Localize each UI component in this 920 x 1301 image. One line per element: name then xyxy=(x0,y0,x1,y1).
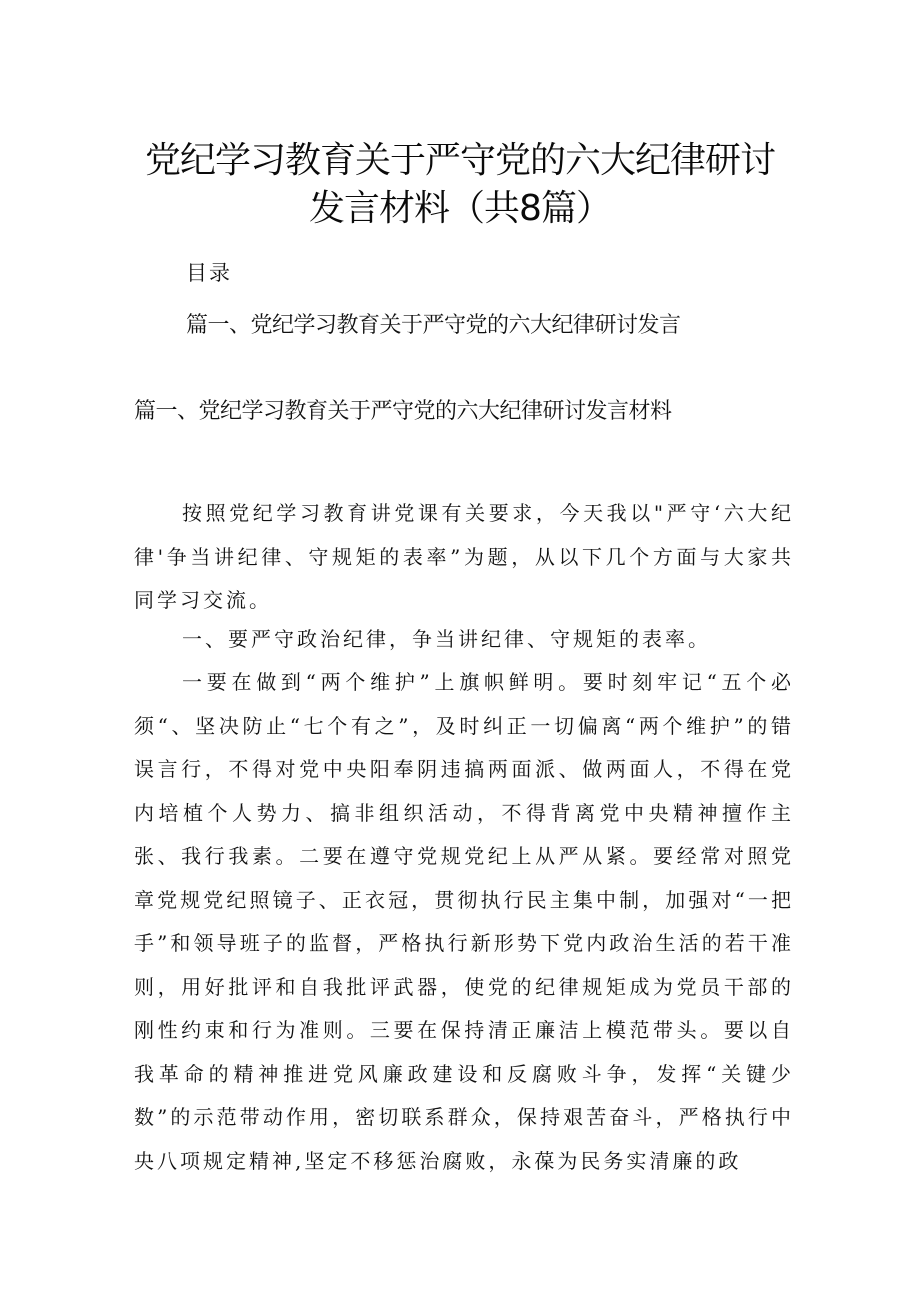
body-paragraph-intro: 按照党纪学习教育讲党课有关要求，今天我以"严守‘六大纪律'争当讲纪律、守规矩的表率”为题，从以下几个方面与大家共同学习交流。 xyxy=(134,501,794,612)
toc-label: 目录 xyxy=(186,261,232,285)
document-title-line-1: 党纪学习教育关于严守党的六大纪律研讨 xyxy=(144,140,775,181)
document-title-line-2: 发言材料（共8篇） xyxy=(309,188,611,229)
body-paragraph-details: 一要在做到“两个维护”上旗帜鲜明。要时刻牢记“五个必须“、坚决防止“七个有之”，及时纠正一切偏离“两个维护”的错误言行，不得对党中央阳奉阴违搞两面派、做两面人，不得在党内培植个人势力、搞非组织活动，不得背离党中央精神擅作主张、我行我素。二要在遵守党规党纪上从严从紧。要经常对照党章党规党纪照镜子、正衣冠，贯彻执行民主集中制，加强对“一把手”和领导班子的监督，严格执行新形势下党内政治生活的若干准则，用好批评和自我批评武器，使党的纪律规矩成为党员干部的刚性约束和行为准则。三要在保持清正廉洁上模范带头。要以自我革命的精神推进党风廉政建设和反腐败斗争，发挥“关键少数”的示范带动作用，密切联系群众，保持艰苦奋斗，严格执行中央八项规定精神,坚定不移惩治腐败，永葆为民务实清廉的政 xyxy=(134,670,794,1173)
toc-item[interactable]: 篇一、党纪学习教育关于严守党的六大纪律研讨发言 xyxy=(186,313,681,338)
body-paragraph-point-one: 一、要严守政治纪律，争当讲纪律、守规矩的表率。 xyxy=(182,627,711,651)
section-heading: 篇一、党纪学习教育关于严守党的六大纪律研讨发言材料 xyxy=(134,399,672,424)
